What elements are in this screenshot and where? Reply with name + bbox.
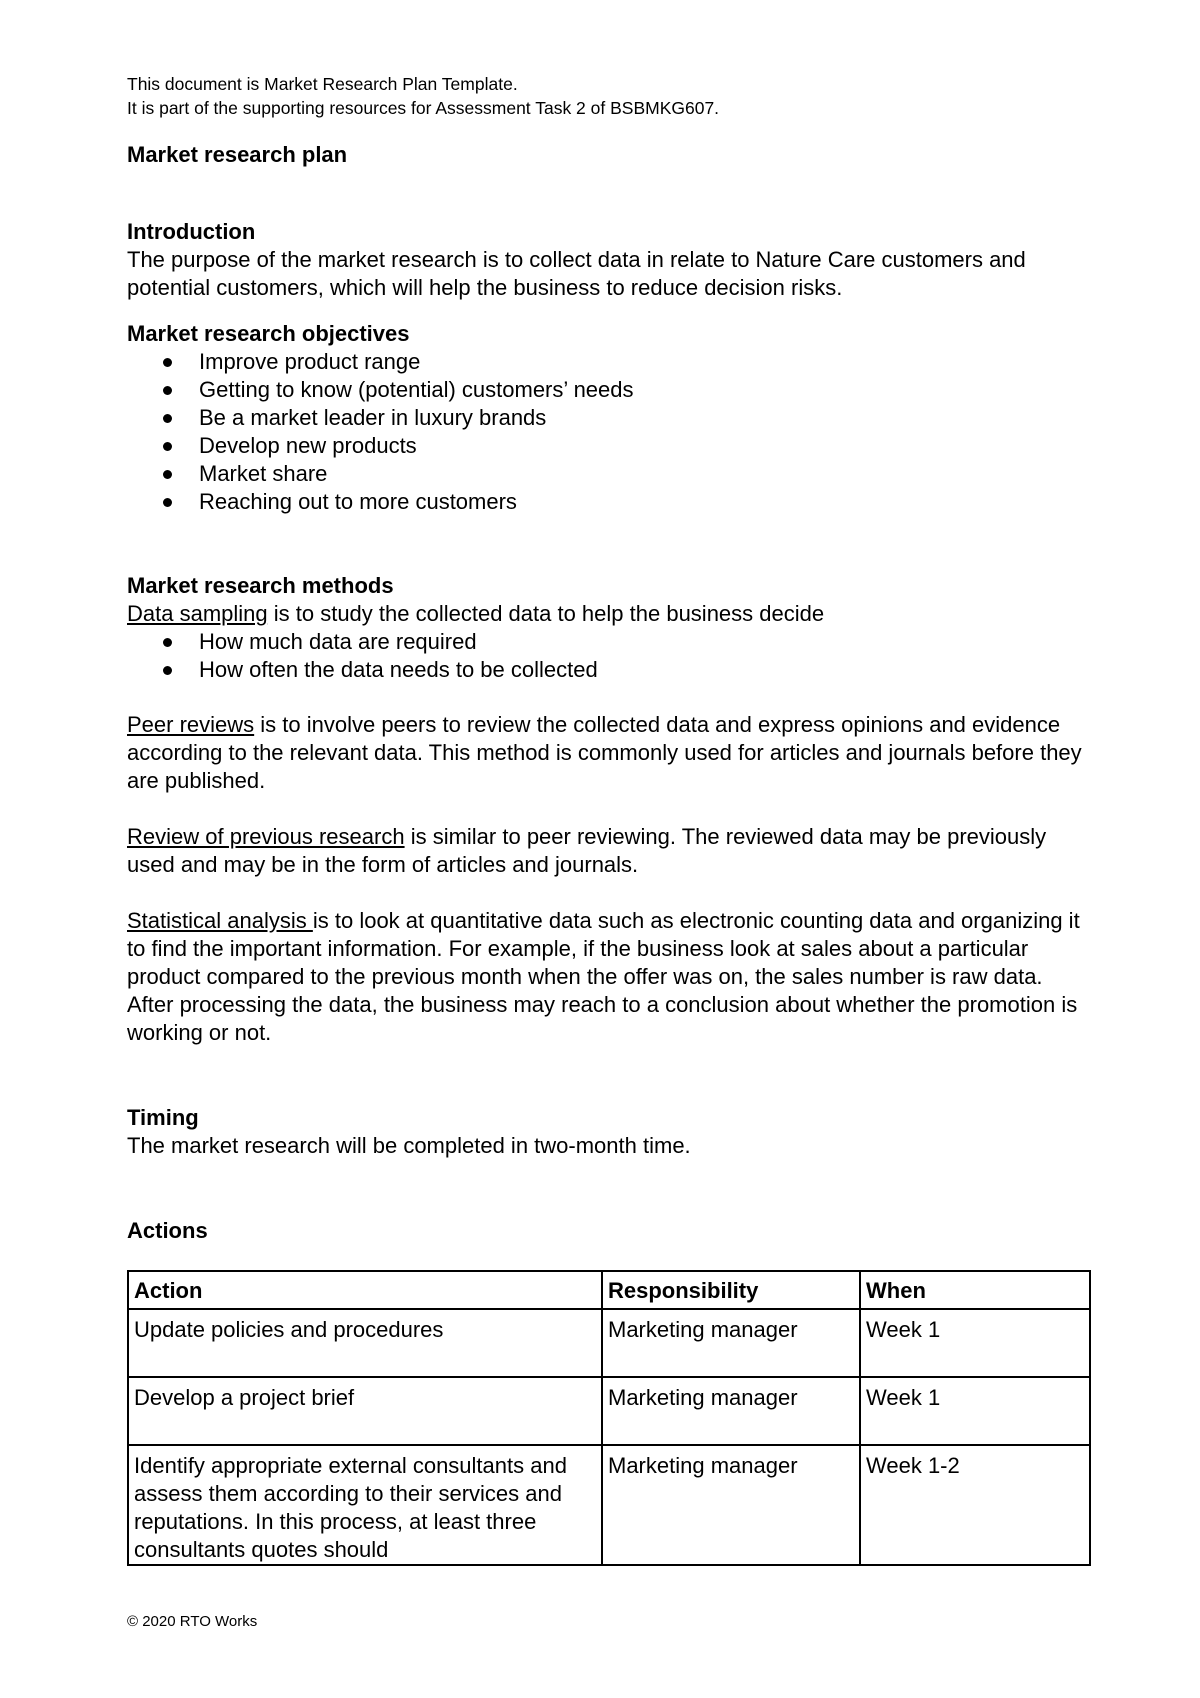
column-header-when: When (860, 1271, 1090, 1309)
data-sampling-paragraph: Data sampling is to study the collected data to help the business decide (127, 601, 825, 626)
list-item: Getting to know (potential) customers’ needs (127, 376, 1087, 404)
bullet-icon (163, 666, 172, 675)
previous-research-paragraph: Review of previous research is similar to peer reviewing. The reviewed data may be previously used and may be in the form of articles and journals. (127, 824, 1047, 877)
timing-section (127, 1104, 1087, 1160)
introduction-section (127, 218, 1087, 302)
objectives-heading: Market research objectives (127, 321, 410, 346)
document-header-note (127, 72, 719, 120)
list-item: Improve product range (127, 348, 1087, 376)
timing-text: The market research will be completed in two-month time. (127, 1133, 691, 1158)
table-row (128, 1309, 1090, 1377)
table-row (128, 1445, 1090, 1565)
list-item: Develop new products (127, 432, 1087, 460)
statistical-analysis-term: Statistical analysis (127, 908, 313, 933)
objectives-section (127, 320, 1087, 516)
when-cell: Week 1 (860, 1377, 1090, 1445)
list-item: Market share (127, 460, 1087, 488)
copyright-footer: © 2020 RTO Works (127, 1613, 258, 1630)
methods-section (127, 572, 1087, 684)
action-cell: Develop a project brief (128, 1377, 602, 1445)
list-item: Reaching out to more customers (127, 488, 1087, 516)
table-header-row (128, 1271, 1090, 1309)
timing-heading: Timing (127, 1105, 199, 1130)
actions-table (127, 1270, 1091, 1566)
statistical-analysis-paragraph: Statistical analysis is to look at quantitative data such as electronic counting data and organizing it to find the important information. For example, if the business look at sales about a particular product compared to the previous month when the offer was on, the sales number is raw data. After processing the data, the business may reach to a conclusion about whether the promotion is working or not. (127, 908, 1080, 1045)
introduction-text: The purpose of the market research is to collect data in relate to Nature Care customers and potential customers, which will help the business to reduce decision risks. (127, 247, 1026, 300)
sampling-list (127, 628, 1087, 684)
objectives-list (127, 348, 1087, 516)
bullet-icon (163, 638, 172, 647)
responsibility-cell: Marketing manager (602, 1309, 860, 1377)
bullet-icon (163, 386, 172, 395)
column-header-responsibility: Responsibility (602, 1271, 860, 1309)
when-cell: Week 1-2 (860, 1445, 1090, 1565)
actions-heading: Actions (127, 1218, 208, 1243)
bullet-icon (163, 358, 172, 367)
list-item: How often the data needs to be collected (127, 656, 1087, 684)
bullet-icon (163, 414, 172, 423)
peer-reviews-term: Peer reviews (127, 712, 255, 737)
table-row (128, 1377, 1090, 1445)
bullet-icon (163, 470, 172, 479)
when-cell: Week 1 (860, 1309, 1090, 1377)
list-item: Be a market leader in luxury brands (127, 404, 1087, 432)
bullet-icon (163, 442, 172, 451)
header-line-1: This document is Market Research Plan Template. (127, 74, 518, 94)
action-cell: Identify appropriate external consultants and assess them according to their services and reputations. In this process, at least three consultants quotes should (128, 1445, 602, 1565)
responsibility-cell: Marketing manager (602, 1445, 860, 1565)
column-header-action: Action (128, 1271, 602, 1309)
responsibility-cell: Marketing manager (602, 1377, 860, 1445)
previous-research-term: Review of previous research (127, 824, 405, 849)
list-item: How much data are required (127, 628, 1087, 656)
peer-reviews-paragraph: Peer reviews is to involve peers to review the collected data and express opinions and evidence according to the relevant data. This method is commonly used for articles and journals before they are published. (127, 712, 1082, 793)
action-cell: Update policies and procedures (128, 1309, 602, 1377)
introduction-heading: Introduction (127, 219, 256, 244)
bullet-icon (163, 498, 172, 507)
header-line-2: It is part of the supporting resources for Assessment Task 2 of BSBMKG607. (127, 98, 720, 118)
page-title: Market research plan (127, 142, 348, 167)
methods-heading: Market research methods (127, 573, 394, 598)
data-sampling-term: Data sampling (127, 601, 268, 626)
